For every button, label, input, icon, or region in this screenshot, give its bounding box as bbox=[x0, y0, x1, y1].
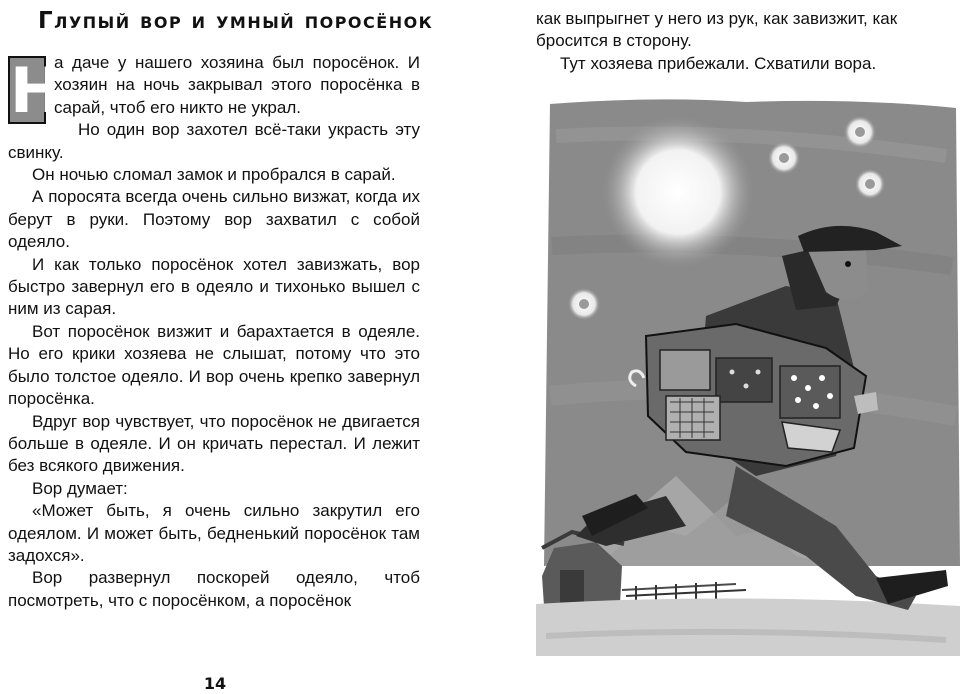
continued-line: как выпрыгнет у него из рук, как завизжит, как бросится в сторону. bbox=[536, 9, 898, 51]
paragraph-1 bbox=[8, 52, 420, 127]
ending-line: Тут хозяева прибежали. Схватили вора. bbox=[560, 53, 877, 73]
thief-running-with-blanket-illustration bbox=[536, 96, 960, 656]
ground bbox=[536, 598, 960, 656]
paragraph-6: Вот поросёнок визжит и барахтается в одеяле. Но его крики хозяева не слышат, потому что это было толстое одеяло. И вор очень крепко завернул поросёнка. bbox=[8, 321, 420, 409]
story-title: Глупый вор и умный поросёнок bbox=[38, 8, 434, 34]
story-text bbox=[8, 52, 420, 612]
page-number: 14 bbox=[203, 674, 227, 693]
moon bbox=[602, 116, 754, 268]
paragraph-8: Вор думает: bbox=[32, 478, 128, 498]
drop-cap-letter: Н bbox=[10, 54, 62, 127]
paragraph-9: «Может быть, я очень сильно закрутил его одеялом. И может быть, бедненький поросёнок там задохся». bbox=[8, 501, 420, 565]
left-page bbox=[0, 0, 470, 694]
right-page bbox=[480, 0, 960, 694]
continued-text bbox=[536, 8, 936, 75]
paragraph-4: А поросята всегда очень сильно визжат, когда их берут в руки. Поэтому вор захватил с собой одеяло. bbox=[8, 187, 420, 252]
paragraph-10: Вор развернул поскорей одеяло, чтоб посмотреть, что с поросёнком, а поросёнок bbox=[8, 568, 420, 610]
paragraph-7: Вдруг вор чувствует, что поросёнок не двигается больше в одеяле. И он кричать перестал. И лежит без всякого движения. bbox=[8, 411, 420, 476]
paragraph-3: Он ночью сломал замок и пробрался в сарай. bbox=[32, 165, 396, 185]
paragraph-1-text: а даче у нашего хозяина был поросёнок. И хозяин на ночь закрывал этого поросёнка в сарай, чтоб его никто не украл. bbox=[54, 53, 420, 117]
paragraph-5: И как только поросёнок хотел завизжать, вор быстро завернул его в одеяло и тихонько вышел с ним из сарая. bbox=[8, 254, 420, 319]
paragraph-2: Но один вор захотел всё-таки украсть эту свинку. bbox=[8, 120, 420, 162]
